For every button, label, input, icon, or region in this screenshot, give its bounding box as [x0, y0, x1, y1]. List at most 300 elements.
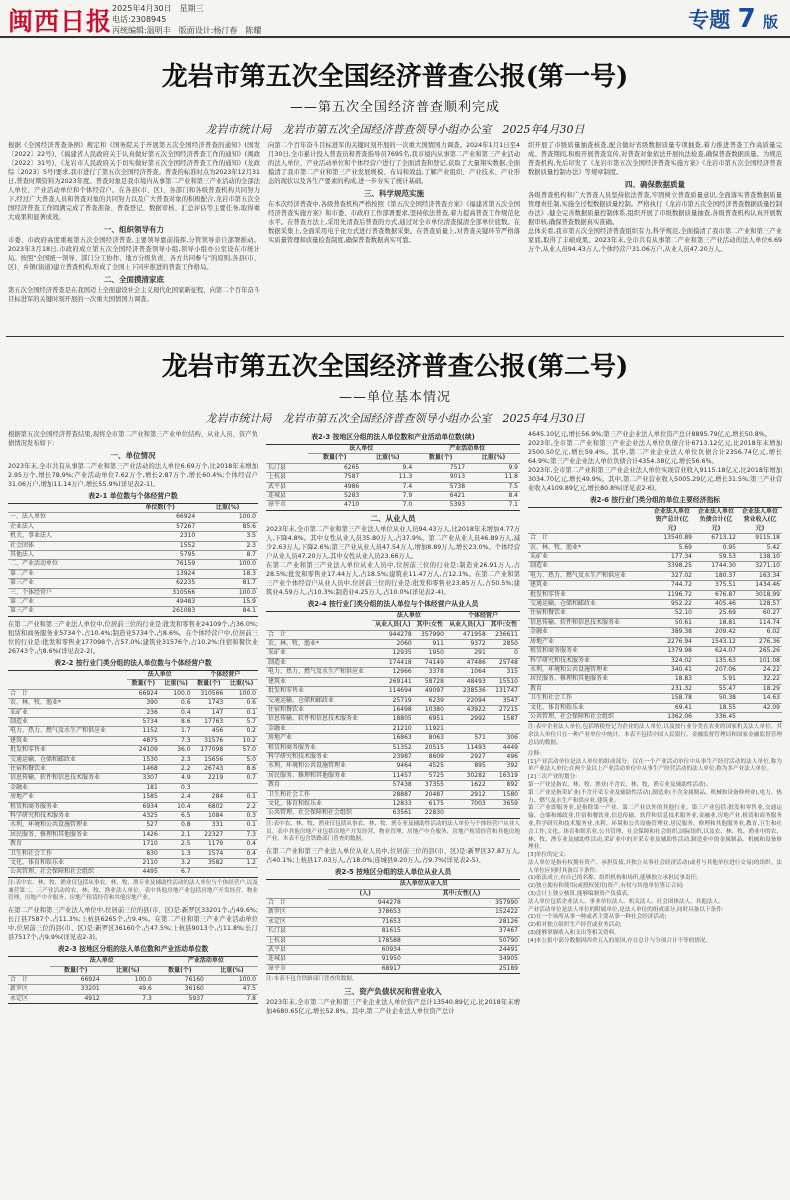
- table-cell: 207.06: [694, 665, 738, 674]
- page-suffix: 版: [762, 13, 778, 31]
- table-row: [8, 541, 258, 550]
- masthead: [0, 0, 790, 38]
- row-label: 制造业: [8, 717, 127, 726]
- row-label: 三、个体经营户: [8, 588, 123, 597]
- table-cell: 100.0: [102, 976, 154, 985]
- footnote: 法人单位包括企业法人、事业单位法人、机关法人、社会团体法人、其他法人。: [528, 898, 724, 905]
- table-cell: [488, 809, 520, 818]
- table-cell: 36.0: [160, 746, 193, 755]
- table-cell: 18.3: [197, 569, 258, 578]
- table-cell: 6934: [127, 802, 160, 811]
- row-label: 租赁和商务服务业: [266, 743, 372, 752]
- column-header: 从业人员(人): [372, 621, 414, 630]
- table-row: [8, 755, 258, 764]
- table-cell: 357990: [403, 898, 520, 907]
- row-label: 住宿和餐饮业: [266, 705, 372, 714]
- table-cell: 944278: [372, 630, 414, 639]
- table-cell: 1468: [127, 764, 160, 773]
- table-cell: [193, 868, 226, 877]
- table-cell: 85.6: [197, 522, 258, 531]
- table-cell: 7.4: [361, 482, 414, 491]
- table-row: [266, 705, 520, 714]
- issue-date: 2025年4月30日 星期三: [112, 4, 204, 13]
- table-cell: 16863: [372, 734, 414, 743]
- row-label: 文化、体育和娱乐业: [266, 799, 372, 808]
- table-cell: [738, 712, 782, 721]
- paragraph: 2023年,全市第二产业和第三产业企业法人单位负债合计6713.12亿元,比2018年末增加2500.50亿元,增长59.4%。其中,第二产业企业法人单位负债合计2356.74亿元,增长64.9%;第三产业企业法人单位负债合计4354.38亿元,增长56.6%。: [528, 440, 782, 465]
- table-cell: 25719: [372, 696, 414, 705]
- row-label: 连城县: [266, 955, 328, 964]
- paragraph: 4645.10亿元,增长56.9%;第三产业企业法人单位资产总计8895.79亿元,增长50.8%。: [528, 431, 772, 438]
- table-row: [266, 724, 520, 733]
- table-cell: 3547: [488, 696, 520, 705]
- table-cell: 42.09: [738, 703, 782, 712]
- table-row: [266, 936, 520, 945]
- table-cell: 178588: [328, 936, 403, 945]
- article1-col1: [8, 141, 260, 331]
- article1-col2: [268, 141, 520, 331]
- column-header: 其中:女性: [414, 621, 446, 630]
- table-cell: 0.3: [160, 783, 193, 792]
- column-header: 从业人员(人): [446, 621, 488, 630]
- table-cell: 37355: [414, 781, 446, 790]
- table-cell: 66924: [50, 976, 102, 985]
- table-row: [8, 821, 258, 830]
- table-cell: 177098: [193, 746, 226, 755]
- row-label: 教育: [8, 840, 127, 849]
- table-2-5: [266, 879, 520, 974]
- table-row: [528, 562, 782, 571]
- table-cell: 7.1: [467, 501, 520, 510]
- table-cell: 5.42: [738, 543, 782, 552]
- row-label: 建筑业: [266, 677, 372, 686]
- row-label: 采矿业: [266, 649, 372, 658]
- row-label: 文化、体育和娱乐业: [8, 859, 127, 868]
- table-cell: 4.9: [160, 774, 193, 783]
- table-cell: 7.8: [206, 994, 258, 1003]
- paragraph: 总体来看,我市第五次全国经济普查组织有力,科学规范,全面摸清了我市第二产业和第三产业家底,取得了丰硕成果。2023年末,全市共有从事第二产业和第三产业活动的法人单位6.69万个,从业人员94.43万人,个体经营户31.06万户,从业人员47.20万人。: [528, 228, 782, 253]
- row-label: 漳平市: [266, 501, 308, 510]
- table-cell: 0.7: [225, 774, 258, 783]
- table-cell: 357990: [414, 630, 446, 639]
- table-cell: 181: [127, 783, 160, 792]
- table-cell: 5725: [414, 771, 446, 780]
- table-row: [528, 647, 782, 656]
- table-cell: 84.1: [197, 607, 258, 616]
- row-label: 卫生和社会工作: [266, 790, 372, 799]
- column-header: 数量(个): [50, 966, 102, 975]
- table-cell: 3659: [488, 799, 520, 808]
- table-cell: 12833: [372, 799, 414, 808]
- table-cell: 310566: [123, 588, 197, 597]
- article1-title: 龙岩市第五次全国经济普查公报(第一号): [161, 62, 629, 92]
- table-cell: 48493: [446, 677, 488, 686]
- table-cell: 76160: [154, 976, 206, 985]
- table-cell: 63561: [372, 809, 414, 818]
- table-cell: 18.83: [650, 675, 694, 684]
- table-row: [8, 849, 258, 858]
- article-divider: [6, 336, 784, 337]
- row-label: 第二产业: [8, 569, 123, 578]
- table-row: [8, 708, 258, 717]
- row-label: 制造业: [528, 562, 650, 571]
- table-row: [266, 743, 520, 752]
- footnote: 第一产业是指农、林、牧、渔业(不含农、林、牧、渔专业及辅助性活动)。: [528, 781, 712, 788]
- table-cell: 5795: [123, 551, 197, 560]
- table-cell: 0.6: [160, 699, 193, 708]
- table-cell: 1530: [127, 755, 160, 764]
- table-cell: 8.6: [160, 717, 193, 726]
- table-cell: 5738: [414, 482, 467, 491]
- table-row: [266, 799, 520, 808]
- table-cell: 25748: [488, 658, 520, 667]
- table-row: [528, 609, 782, 618]
- table-cell: 340.41: [650, 665, 694, 674]
- table-cell: 2110: [127, 859, 160, 868]
- page-section: 专题: [688, 8, 731, 32]
- table-cell: 81615: [328, 927, 403, 936]
- column-header: 个体经营户: [193, 670, 258, 679]
- table-cell: 10380: [414, 705, 446, 714]
- table-cell: 49.6: [102, 985, 154, 994]
- article2-title: 龙岩市第五次全国经济普查公报(第二号): [161, 352, 629, 382]
- table-row: [266, 964, 520, 973]
- table-cell: 23987: [372, 752, 414, 761]
- table-cell: 1710: [127, 840, 160, 849]
- table-cell: 138.10: [738, 553, 782, 562]
- table-cell: 3.5: [197, 532, 258, 541]
- table-cell: 2219: [193, 774, 226, 783]
- table-cell: 0.8: [160, 821, 193, 830]
- table-row: [8, 985, 258, 994]
- column-header: 数量(个): [154, 966, 206, 975]
- table-cell: 231.32: [650, 684, 694, 693]
- row-label: 永定区: [266, 917, 328, 926]
- table-cell: 1379.98: [650, 647, 694, 656]
- table-cell: 2.4: [160, 793, 193, 802]
- row-label: 其他法人: [8, 551, 123, 560]
- column-header: 比重(%): [467, 454, 520, 463]
- table-cell: [193, 783, 226, 792]
- table-cell: 101.08: [738, 656, 782, 665]
- table-cell: 8.6: [225, 764, 258, 773]
- paragraph: 向第二个百年奋斗目标进军的关键时刻开展的一次重大国情国力调查。2024年1月1日至4月30日,全市累计投入普查员和普查指导员7695名,我市境内从事第二产业和第三产业活动的法人单位、产业活动单位和个体经营户进行了全面清查和登记,获取了大量翔实数据,全面摸清了我市第二产业和第三产业发展规模、布局和效益,了解产业组织、产业技术、产业形态的现状以及各生产要素的构成,进一步夯实了统计基础。: [268, 142, 520, 185]
- row-label: 武平县: [266, 482, 308, 491]
- table-row: [8, 569, 258, 578]
- table-cell: 3378: [414, 668, 446, 677]
- table-cell: 209.42: [694, 628, 738, 637]
- paragraph: 在本次经济普查中,各级普查机构严格按照《第五次全国经济普查方案》《福建省第五次全国经济普查实施方案》和市委、市政府工作部署要求,坚持依法普查,着力提高普查工作规范化水平。在普查方法上,采用先清查后普查的方式,通过对全市单位清查摸清全部单位底数。在数据采集上,全面采用电子化方式进行普查数据采集。在普查质量上,对普查关键环节严格落实质量管理和质量检查制度,确保普查数据真实可靠。: [268, 201, 520, 244]
- table-cell: 128.57: [738, 600, 782, 609]
- table-cell: 32.22: [738, 675, 782, 684]
- table-2-3-cont: [266, 444, 520, 511]
- row-label: 上杭县: [266, 473, 308, 482]
- table-cell: 174418: [372, 658, 414, 667]
- row-label: 第二产业: [8, 598, 123, 607]
- table-row: [8, 793, 258, 802]
- column-header: 企业法人单位资产总计(亿元): [650, 508, 694, 534]
- column-header: 法人单位从业人员: [328, 880, 520, 889]
- table-cell: 81.7: [197, 579, 258, 588]
- table-cell: 2.2: [160, 764, 193, 773]
- row-label: 租赁和商务服务业: [8, 802, 127, 811]
- table-cell: 3018.99: [738, 590, 782, 599]
- column-header: 比重(%): [225, 680, 258, 689]
- row-label: 合 计: [528, 534, 650, 543]
- table-cell: 952.22: [650, 600, 694, 609]
- column-header: 法人单位: [372, 611, 446, 620]
- paragraph: 第五次全国经济普查是在我国迈上全面建设社会主义现代化国家新征程、向第二个百年奋斗目标进军的关键时刻开展的一次重大国情国力调查。: [8, 287, 260, 303]
- table-cell: 4710: [308, 501, 361, 510]
- table-cell: [488, 724, 520, 733]
- column-header: (人): [328, 889, 403, 898]
- table-row: [528, 703, 782, 712]
- table-cell: 3398.25: [650, 562, 694, 571]
- table-cell: 0.6: [225, 699, 258, 708]
- table-cell: 16319: [488, 771, 520, 780]
- table-note: 注:本表不包含铁路部门普查的数据。: [266, 976, 358, 983]
- table-cell: 6.7: [160, 868, 193, 877]
- footnote: (2)相对独立组织生产经营或业务活动;: [528, 922, 622, 929]
- row-label: 制造业: [266, 658, 372, 667]
- table-cell: [446, 724, 488, 733]
- row-label: 合 计: [8, 976, 50, 985]
- table-cell: 378653: [328, 908, 403, 917]
- table-cell: 5.0: [225, 755, 258, 764]
- table-cell: 100.0: [197, 588, 258, 597]
- table-cell: 15510: [488, 677, 520, 686]
- column-header: 法人单位: [308, 445, 414, 454]
- row-label: 批发和零售业: [528, 590, 650, 599]
- table-cell: 0.95: [694, 543, 738, 552]
- table-cell: 24.22: [738, 665, 782, 674]
- table-cell: 11921: [414, 724, 446, 733]
- paragraph: 2023年末,全市共有从事第二产业和第三产业活动的法人单位6.69万个,比2018年末增加2.95万个,增长78.9%;产业活动单位7.62万个,增长2.87万个,增长60.4%;个体经营户31.06万户,增加11.14万户,增长55.9%(详见表2-1)。: [8, 463, 258, 488]
- table-cell: 5.69: [650, 543, 694, 552]
- row-label: 住宿和餐饮业: [8, 764, 127, 773]
- table-cell: 7587: [308, 473, 361, 482]
- column-header: 比重(%): [102, 966, 154, 975]
- table-row: [8, 736, 258, 745]
- table-cell: 2.2: [225, 802, 258, 811]
- table-row: [8, 513, 258, 522]
- row-label: 企业法人: [8, 522, 123, 531]
- table-cell: 6951: [414, 715, 446, 724]
- table-cell: 18.81: [694, 618, 738, 627]
- article2-col2: [266, 430, 520, 1196]
- row-label: 批发和零售业: [266, 687, 372, 696]
- issue-info: [112, 3, 261, 36]
- table-cell: 57.0: [225, 746, 258, 755]
- table-row: [8, 522, 258, 531]
- table-cell: 11.8: [467, 473, 520, 482]
- table-cell: 69.41: [650, 703, 694, 712]
- column-header: 数量(个): [414, 454, 467, 463]
- table-row: [266, 955, 520, 964]
- table-row: [266, 771, 520, 780]
- table-row: [8, 994, 258, 1003]
- table-cell: 2927: [446, 752, 488, 761]
- table-cell: 18.55: [694, 703, 738, 712]
- table-row: [528, 675, 782, 684]
- table-cell: 8063: [414, 734, 446, 743]
- table-cell: 27215: [488, 705, 520, 714]
- section-heading: 一、单位情况: [110, 451, 156, 460]
- table-cell: 0: [488, 649, 520, 658]
- table-cell: 114694: [372, 687, 414, 696]
- table-cell: 6802: [193, 802, 226, 811]
- table-row: [8, 551, 258, 560]
- table-row: [8, 532, 258, 541]
- article1-subtitle: ——第五次全国经济普查顺利完成: [289, 100, 500, 115]
- table-row: [266, 809, 520, 818]
- footnotes: [528, 751, 782, 946]
- table-cell: 2992: [446, 715, 488, 724]
- table-cell: 744.72: [650, 581, 694, 590]
- table-cell: 13540.89: [650, 534, 694, 543]
- table-cell: 9.9: [467, 463, 520, 472]
- table-cell: 892: [488, 781, 520, 790]
- table-row: [266, 473, 520, 482]
- table-cell: 405.46: [694, 600, 738, 609]
- table-cell: 624.07: [694, 647, 738, 656]
- table-cell: 7517: [414, 463, 467, 472]
- footnote: 注释:: [528, 750, 542, 757]
- column-header: 个体经营户: [446, 611, 520, 620]
- row-label: 建筑业: [8, 736, 127, 745]
- table-cell: 50790: [403, 936, 520, 945]
- row-label: 漳平市: [266, 964, 328, 973]
- table-row: [528, 534, 782, 543]
- issue-editors: 丙统编辑:温明丰 版面设计:杨汀春 陈耀: [112, 26, 262, 35]
- table-cell: [225, 783, 258, 792]
- row-label: 卫生和社会工作: [8, 849, 127, 858]
- table-cell: 1426: [127, 830, 160, 839]
- table-cell: 0.1: [225, 821, 258, 830]
- table-cell: 25189: [403, 964, 520, 973]
- row-label: 电力、热力、燃气及水生产和供应业: [528, 571, 650, 580]
- paragraph: 在第二产业和第三产业法人单位从业人员中,位居前三位的行业是:制造业26.91万人,占28.5%;批发和零售业17.44万人,占18.5%;建筑业11.47万人,占12.1%。在第二产业和第三产业个体经营户从业人员中,位居前三位的行业是:批发和零售业23.85万人,占50.5%;建筑业4.59万人,占10.3%;制造业4.25万人,占10.0%(详见表2-4)。: [266, 561, 520, 596]
- table-cell: 6.02: [738, 628, 782, 637]
- row-label: 公共管理、社会保障和社会组织: [266, 809, 372, 818]
- paragraph: 织开展了市级质量抽查核查,配合做好省级数据质量专项抽查,着力推进普查工作高质量完成。普查期间,积极开展普查宣传,对普查对象依法开展执法检查,确保普查数据质量。为规范普查机构,先后印发了《龙岩市第五次全国经济普查实施方案》《龙岩市第五次全国经济普查数据质量控制办法》等规章制度。: [528, 142, 782, 176]
- table-cell: 7.0: [361, 501, 414, 510]
- table-cell: 9115.18: [738, 534, 782, 543]
- table-cell: 13924: [123, 569, 197, 578]
- table-cell: 1744.30: [694, 562, 738, 571]
- table-row: [8, 783, 258, 792]
- table-cell: 2310: [123, 532, 197, 541]
- section-heading: 二、从业人员: [370, 513, 416, 523]
- column-header: 产业活动单位: [154, 957, 258, 966]
- column-header: 企业法人单位营业收入(亿元): [738, 508, 782, 534]
- table-row: [266, 696, 520, 705]
- table-row: [266, 908, 520, 917]
- row-label: 居民服务、修理和其他服务业: [528, 675, 650, 684]
- table-cell: 12966: [372, 668, 414, 677]
- table-cell: 71653: [328, 917, 403, 926]
- table-note: 注:表中农、林、牧、渔业仅包括从事农、林、牧、渔专业及辅助性活动的法人单位与个体经营户从业人员。表中其他房地产业包括房地产开发经营、物业管理、房地产中介服务、房地产租赁经营和其他房地产业。本表不包含铁路部门普查的数据。: [266, 820, 520, 843]
- table-cell: 2.1: [160, 830, 193, 839]
- table-row: [266, 687, 520, 696]
- row-label: 信息传输、软件和信息技术服务业: [8, 774, 127, 783]
- table-cell: 6.5: [160, 811, 193, 820]
- table-row: [528, 543, 782, 552]
- table-cell: 1.7: [160, 727, 193, 736]
- row-label: 金融业: [528, 628, 650, 637]
- table-2-2: [8, 670, 258, 878]
- table-cell: 37467: [403, 927, 520, 936]
- table-cell: 24109: [127, 746, 160, 755]
- table-cell: 5.91: [694, 675, 738, 684]
- table-cell: 31576: [193, 736, 226, 745]
- table-cell: 18.29: [738, 684, 782, 693]
- table-cell: 4986: [308, 482, 361, 491]
- table-cell: 0.4: [160, 708, 193, 717]
- table-caption: 表2-3 按地区分组的法人单位数和产业活动单位数: [57, 945, 209, 954]
- table-row: [8, 717, 258, 726]
- table-cell: 22094: [446, 696, 488, 705]
- row-label: 房地产业: [528, 637, 650, 646]
- table-cell: 36160: [154, 985, 206, 994]
- row-label: 永定区: [8, 994, 50, 1003]
- table-row: [266, 677, 520, 686]
- table-cell: 0.1: [225, 793, 258, 802]
- table-cell: 135.63: [694, 656, 738, 665]
- table-cell: 177.34: [650, 553, 694, 562]
- row-label: 二、产业活动单位: [8, 560, 123, 569]
- row-label: 新罗区: [8, 985, 50, 994]
- table-cell: 16498: [372, 705, 414, 714]
- footnote: (3)能够掌握收入和支出等相关资料。: [528, 930, 620, 937]
- table-cell: [225, 868, 258, 877]
- footnote: [2]三次产业的划分:: [528, 774, 577, 781]
- table-cell: 324.02: [650, 656, 694, 665]
- table-cell: 9013: [414, 473, 467, 482]
- row-label: 第三产业: [8, 607, 123, 616]
- table-row: [266, 640, 520, 649]
- column-header: 法人单位: [127, 670, 192, 679]
- section-heading: 三、科学规范实施: [364, 189, 424, 198]
- table-cell: 7003: [446, 799, 488, 808]
- table-cell: 30282: [446, 771, 488, 780]
- table-cell: 100.0: [197, 513, 258, 522]
- table-cell: 1950: [414, 649, 446, 658]
- row-label: 连城县: [266, 492, 308, 501]
- column-header: 单位数(个): [123, 504, 197, 513]
- table-row: [528, 628, 782, 637]
- table-row: [528, 665, 782, 674]
- table-row: [266, 762, 520, 771]
- table-row: [266, 501, 520, 510]
- table-cell: 5937: [154, 994, 206, 1003]
- table-cell: 180.37: [694, 571, 738, 580]
- footnote: [1]产业活动单位是法人单位的组成部分。仅在一个产业活动单位中从事生产经营活动的法人单位,称为单产业法人单位;在两个及以上产业活动单位中从事生产经营活动的法人单位,称为多产业法人单位。: [528, 758, 782, 773]
- table-cell: 9464: [372, 762, 414, 771]
- row-label: 卫生和社会工作: [528, 694, 650, 703]
- table-row: [8, 560, 258, 569]
- table-row: [266, 790, 520, 799]
- table-cell: 336.45: [694, 712, 738, 721]
- column-header: 比重(%): [206, 966, 258, 975]
- table-row: [266, 898, 520, 907]
- table-cell: 7.3: [102, 994, 154, 1003]
- row-label: 电力、热力、燃气及水生产和供应业: [266, 668, 372, 677]
- row-label: 上杭县: [266, 936, 328, 945]
- table-cell: 1064: [446, 668, 488, 677]
- table-row: [528, 581, 782, 590]
- table-cell: 28887: [372, 790, 414, 799]
